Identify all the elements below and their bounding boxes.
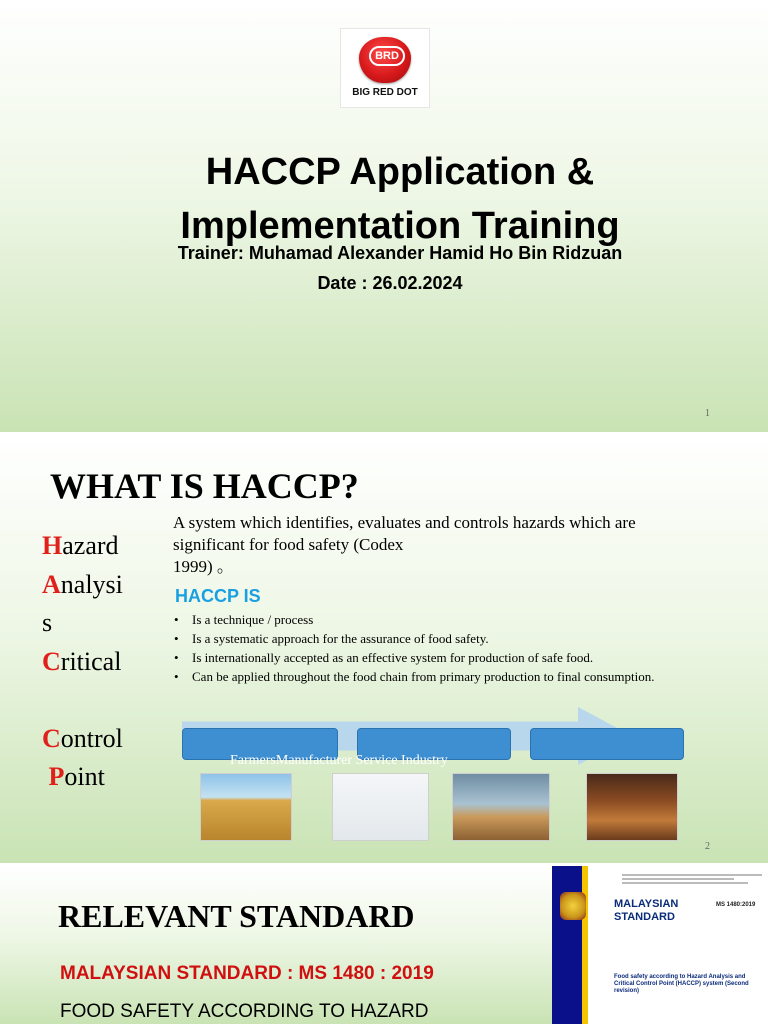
- food-processing-image: [452, 773, 550, 841]
- slide-what-is-haccp: [0, 435, 768, 863]
- page-number: 1: [705, 408, 710, 419]
- haccp-acronym: [42, 527, 152, 797]
- coat-of-arms-icon: [560, 892, 586, 920]
- list-item: • Is a systematic approach for the assurance of food safety.: [172, 630, 692, 648]
- haccp-definition: A system which identifies, evaluates and controls hazards which are significant for food safety (Codex 1999) 。: [173, 513, 636, 576]
- logo-name: BIG RED DOT: [352, 87, 418, 98]
- slide-relevant-standard: [0, 866, 768, 1024]
- cover-yellow-stripe: [582, 866, 588, 1024]
- bakery-display-image: [586, 773, 678, 841]
- acronym-line: Point: [48, 762, 105, 791]
- trainer-name: Trainer: Muhamad Alexander Hamid Ho Bin Ridzuan: [177, 243, 623, 263]
- list-item: • Can be applied throughout the food chain from primary production to final consumption.: [172, 668, 692, 686]
- cover-blue-bar: [552, 866, 582, 1024]
- acronym-line: Control: [42, 723, 123, 753]
- cover-title: MALAYSIAN STANDARD: [614, 898, 679, 923]
- page-number: 2: [705, 841, 710, 852]
- acronym-line: [42, 681, 152, 720]
- presentation-title: [60, 145, 740, 253]
- malaysian-standard-line: MALAYSIAN STANDARD : MS 1480 : 2019: [60, 963, 434, 984]
- food-chain-stages: FarmersManufacturer Service Industry: [230, 753, 448, 768]
- standard-cover-image: [552, 866, 768, 1024]
- haccp-is-heading: HACCP IS: [175, 586, 261, 606]
- acronym-line: Analysi: [42, 569, 123, 599]
- factory-machinery-image: [332, 773, 429, 841]
- training-date: Date : 26.02.2024: [317, 273, 463, 293]
- farm-harvest-image: [200, 773, 292, 841]
- standard-subtitle: FOOD SAFETY ACCORDING TO HAZARD: [60, 1001, 429, 1022]
- title-line-2: Implementation Training: [180, 205, 620, 247]
- acronym-line: Hazard: [42, 531, 119, 560]
- cover-license-text: [622, 872, 762, 886]
- cover-description: Food safety according to Hazard Analysis and Critical Control Point (HACCP) system (Second revision): [614, 974, 749, 994]
- slide-heading: RELEVANT STANDARD: [58, 898, 415, 934]
- slide-title: [0, 0, 768, 432]
- acronym-line: s: [42, 608, 53, 637]
- red-dot-icon: [359, 37, 411, 83]
- title-line-1: HACCP Application &: [205, 151, 595, 193]
- haccp-bullet-list: [172, 611, 692, 687]
- acronym-line: Critical: [42, 646, 122, 676]
- brd-logo: [340, 28, 430, 108]
- list-item: • Is a technique / process: [172, 611, 692, 629]
- logo-mark: BRD: [369, 46, 405, 66]
- list-item: • Is internationally accepted as an effective system for production of safe food.: [172, 649, 692, 667]
- cover-standard-code: MS 1480:2019: [716, 902, 756, 908]
- slide-heading: WHAT IS HACCP?: [50, 466, 359, 506]
